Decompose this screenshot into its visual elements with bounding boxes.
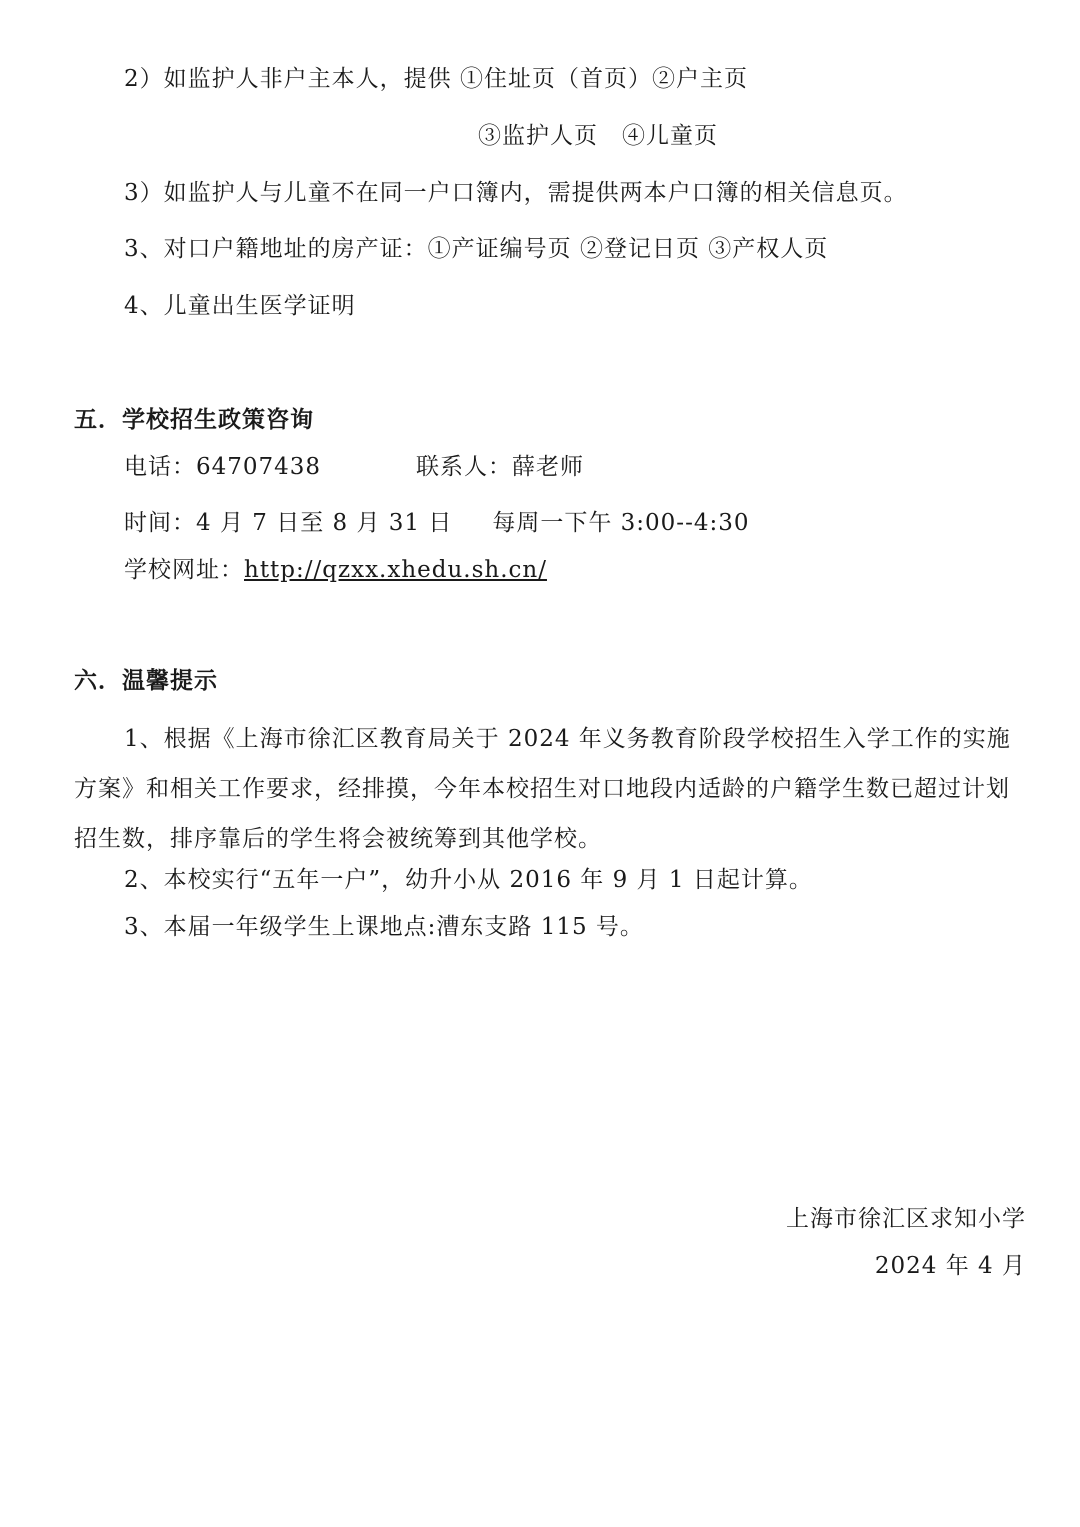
item-4-birth-certificate: 4、儿童出生医学证明 bbox=[124, 293, 356, 319]
item-2-3: 3）如监护人与儿童不在同一户口簿内，需提供两本户口簿的相关信息页。 bbox=[124, 180, 908, 206]
signature-date: 2024 年 4 月 bbox=[874, 1253, 1026, 1279]
item-2-2-line2: ③监护人页 ④儿童页 bbox=[478, 123, 718, 149]
website-link[interactable]: http://qzxx.xhedu.sh.cn/ bbox=[244, 557, 547, 583]
item-3-property-certificate: 3、对口户籍地址的房产证：①产证编号页 ②登记日页 ③产权人页 bbox=[124, 236, 829, 262]
tip-3: 3、本届一年级学生上课地点:漕东支路 115 号。 bbox=[124, 914, 644, 940]
contact-label: 联系人： bbox=[416, 454, 512, 480]
phone-label: 电话： bbox=[124, 454, 196, 480]
section6-heading: 六．温馨提示 bbox=[74, 668, 218, 694]
section5-heading: 五．学校招生政策咨询 bbox=[74, 407, 314, 433]
phone-row bbox=[124, 452, 321, 482]
signature-school: 上海市徐汇区求知小学 bbox=[786, 1206, 1026, 1232]
tip-2: 2、本校实行“五年一户”，幼升小从 2016 年 9 月 1 日起计算。 bbox=[124, 867, 813, 893]
tip-1: 1、根据《上海市徐汇区教育局关于 2024 年义务教育阶段学校招生入学工作的实施方案》和相关工作要求，经排摸，今年本校招生对口地段内适龄的户籍学生数已超过计划招生数，排序靠后的学生将会被统筹到其他学校。 bbox=[74, 726, 1011, 852]
time-label: 时间： bbox=[124, 510, 196, 536]
contact-value: 薛老师 bbox=[512, 454, 584, 480]
website-label: 学校网址： bbox=[124, 557, 244, 583]
phone-value: 64707438 bbox=[196, 454, 322, 480]
time-row bbox=[124, 508, 750, 538]
time-weekly: 每周一下午 3:00--4:30 bbox=[492, 510, 750, 536]
time-value: 4 月 7 日至 8 月 31 日 bbox=[196, 510, 453, 536]
contact-row bbox=[416, 452, 584, 482]
item-2-2-line1: 2）如监护人非户主本人，提供 ①住址页（首页）②户主页 bbox=[124, 66, 748, 92]
website-row bbox=[124, 555, 547, 585]
